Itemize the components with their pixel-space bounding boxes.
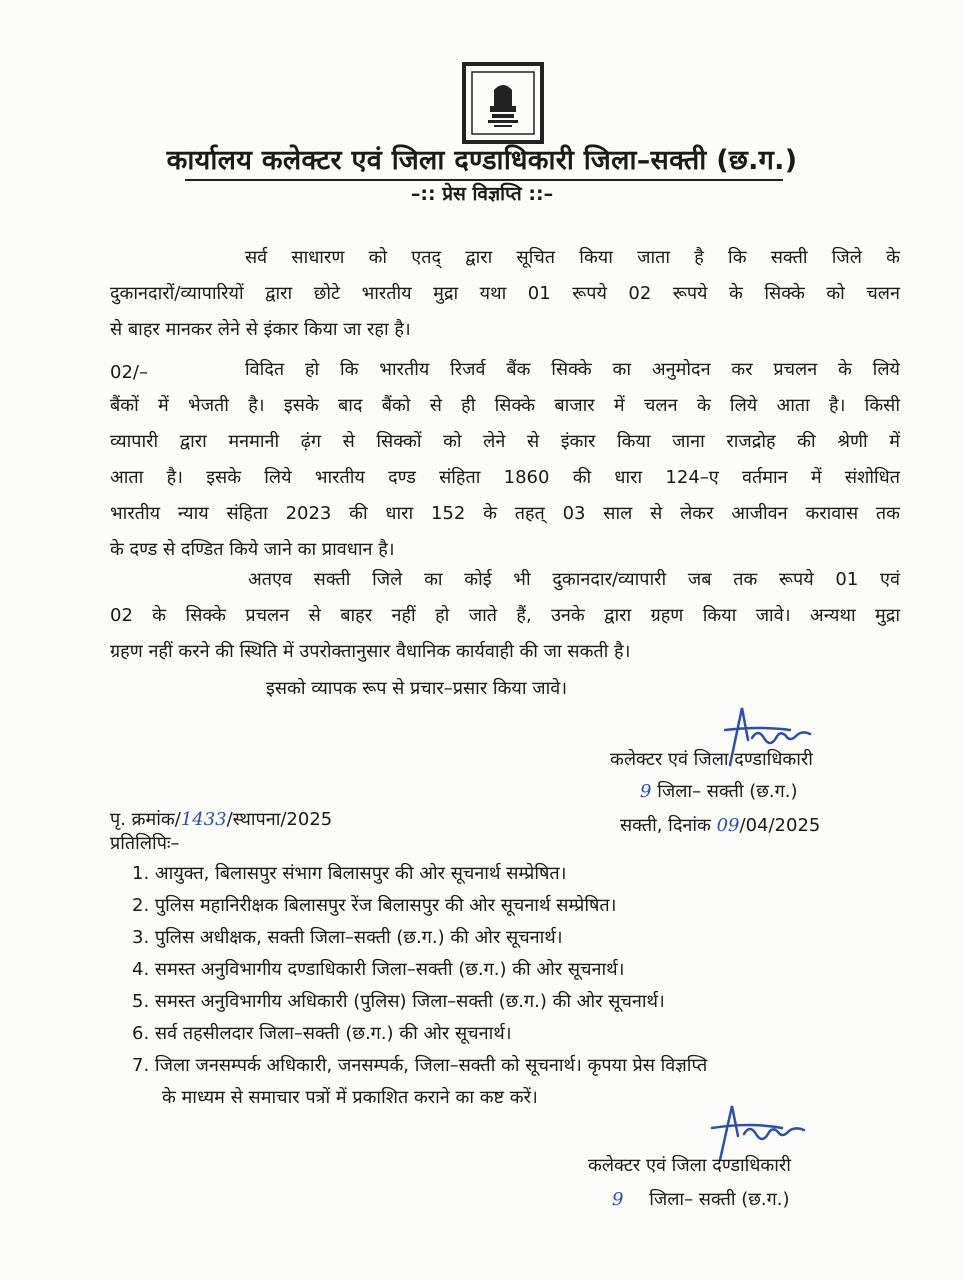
- list-item-text: जिला जनसम्पर्क अधिकारी, जनसम्पर्क, जिला–सक्ती को सूचनार्थ। कृपया प्रेस विज्ञप्ति: [154, 1055, 708, 1076]
- list-item-text: आयुक्त, बिलासपुर संभाग बिलासपुर की ओर सूचनार्थ सम्प्रेषित।: [154, 863, 567, 884]
- signatory-designation: कलेक्टर एवं जिला दण्डाधिकारी: [610, 749, 813, 770]
- paragraph-line: भारतीय न्याय संहिता 2023 की धारा 152 के तहत् 03 साल से लेकर आजीवन करावास तक: [110, 503, 900, 524]
- list-item-text: समस्त अनुविभागीय दण्डाधिकारी जिला–सक्ती (छ.ग.) की ओर सूचनार्थ।: [154, 959, 625, 980]
- list-item: [132, 954, 707, 986]
- copy-recipients-list: [132, 858, 707, 1114]
- paragraph-2: [110, 352, 900, 568]
- list-item-number: 5.: [132, 991, 150, 1012]
- paragraph-number: 02/–: [110, 362, 148, 383]
- paragraph-line: व्यापारी द्वारा मनमानी ढ़ंग से सिक्कों को लेने से इंकार किया जाना राजद्रोह की श्रेणी में: [110, 431, 900, 452]
- list-item: [132, 890, 707, 922]
- list-item-continuation: के माध्यम से समाचार पत्रों में प्रकाशित कराने का कष्ट करें।: [162, 1087, 538, 1108]
- closing-line: इसको व्यापक रूप से प्रचार–प्रसार किया जावे।: [266, 678, 568, 699]
- paragraph-line: के दण्ड से दण्डित किये जाने का प्रावधान है।: [110, 539, 395, 560]
- list-item: [132, 986, 707, 1018]
- signature-block-1: [610, 744, 813, 776]
- list-item-number: 3.: [132, 927, 150, 948]
- press-release-label: –:: प्रेस विज्ञप्ति ::–: [410, 183, 554, 205]
- signatory-district-line-2: [612, 1184, 790, 1216]
- date-rest: /04/2025: [739, 815, 821, 836]
- paragraph-line: विदित हो कि भारतीय रिजर्व बैंक सिक्के का अनुमोदन कर प्रचलन के लिये: [245, 359, 900, 380]
- list-item-text: समस्त अनुविभागीय अधिकारी (पुलिस) जिला–सक्ती (छ.ग.) की ओर सूचनार्थ।: [154, 991, 665, 1012]
- paragraph-line: ग्रहण नहीं करने की स्थिति में उपरोक्तानुसार वैधानिक कार्यवाही की जा सकती है।: [110, 641, 631, 662]
- signatory-district: जिला– सक्ती (छ.ग.): [657, 781, 798, 802]
- paragraph-line: सर्व साधारण को एतद् द्वारा सूचित किया जाता है कि सक्ती जिले के: [245, 247, 900, 268]
- list-item: [132, 1018, 707, 1050]
- signatory-district: जिला– सक्ती (छ.ग.): [649, 1189, 790, 1210]
- paragraph-line: अतएव सक्ती जिले का कोई भी दुकानदार/व्यापारी जब तक रूपये 01 एवं: [248, 569, 900, 590]
- office-heading: कार्यालय कलेक्टर एवं जिला दण्डाधिकारी जिला–सक्ती (छ.ग.): [166, 145, 798, 176]
- list-item-number: 2.: [132, 895, 150, 916]
- list-item-text: पुलिस महानिरीक्षक बिलासपुर रेंज बिलासपुर की ओर सूचनार्थ सम्प्रेषित।: [154, 895, 617, 916]
- initial-mark: 9: [612, 1189, 624, 1210]
- reference-prefix: पृ. क्रमांक/: [110, 809, 181, 830]
- date-day: 09: [716, 815, 740, 836]
- list-item-number: 6.: [132, 1023, 150, 1044]
- initial-mark: 9: [640, 781, 652, 802]
- paragraph-line: 02 के सिक्के प्रचलन से बाहर नहीं हो जाते हैं, उनके द्वारा ग्रहण किया जावे। अन्यथा मुद्रा: [110, 605, 900, 626]
- list-item: [132, 858, 707, 890]
- paragraph-line: बैंकों में भेजती है। इसके बाद बैंको से ही सिक्के बाजार में चलन के लिये आता है। किसी: [110, 395, 900, 416]
- reference-handwritten-number: 1433: [180, 809, 227, 830]
- copy-label: प्रतिलिपिः–: [110, 833, 180, 854]
- paragraph-1: [110, 240, 900, 348]
- list-item-number: 1.: [132, 863, 150, 884]
- list-item-text: सर्व तहसीलदार जिला–सक्ती (छ.ग.) की ओर सूचनार्थ।: [154, 1023, 512, 1044]
- place-date: [620, 810, 820, 842]
- national-emblem-icon: [460, 60, 546, 146]
- list-item-number: 4.: [132, 959, 150, 980]
- place-date-prefix: सक्ती, दिनांक: [620, 815, 717, 836]
- list-item: [132, 922, 707, 954]
- signatory-designation-2: कलेक्टर एवं जिला दण्डाधिकारी: [588, 1155, 791, 1176]
- signatory-district-line: [640, 776, 798, 808]
- list-item-text: पुलिस अधीक्षक, सक्ती जिला–सक्ती (छ.ग.) की ओर सूचनार्थ।: [154, 927, 563, 948]
- paragraph-line: दुकानदारों/व्यापारियों द्वारा छोटे भारतीय मुद्रा यथा 01 रूपये 02 रूपये के सिक्के को चलन: [110, 283, 900, 304]
- paragraph-3: [110, 562, 900, 670]
- reference-suffix: /स्थापना/2025: [226, 809, 333, 830]
- list-item-number: 7.: [132, 1055, 150, 1076]
- list-item: [132, 1050, 707, 1082]
- paragraph-line: से बाहर मानकर लेने से इंकार किया जा रहा है।: [110, 319, 411, 340]
- paragraph-line: आता है। इसके लिये भारतीय दण्ड संहिता 1860 की धारा 124–ए वर्तमान में संशोधित: [110, 467, 900, 488]
